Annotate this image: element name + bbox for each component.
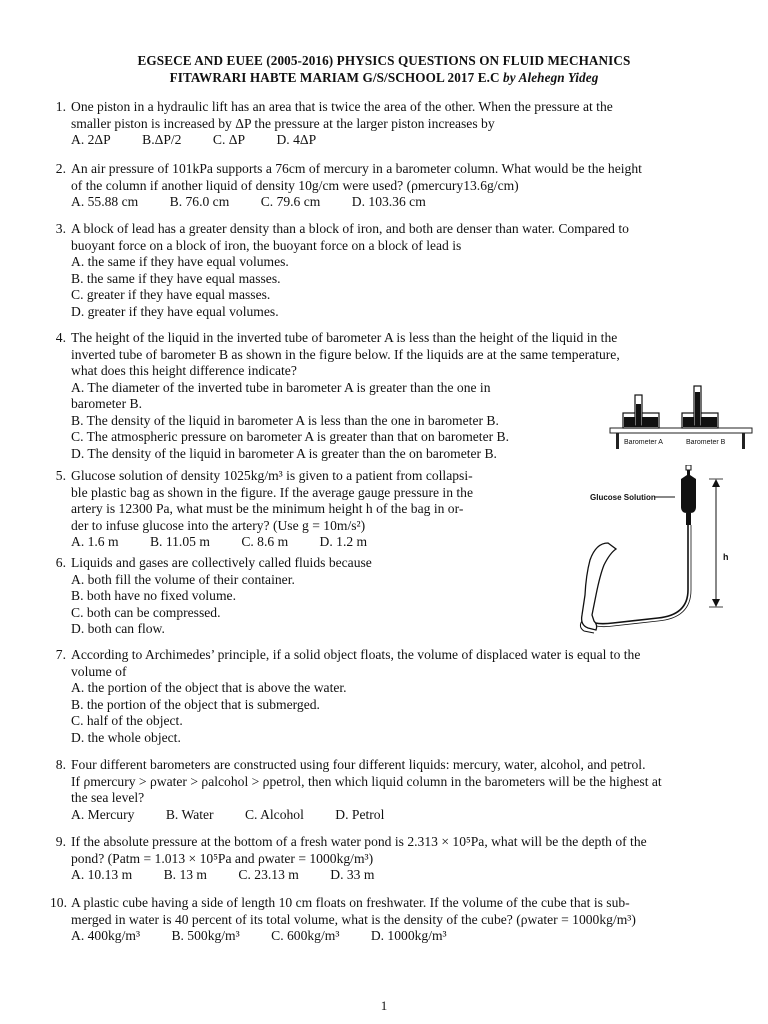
table-top — [610, 428, 752, 433]
question-number: 10. — [50, 895, 67, 910]
choice-d: D. Petrol — [335, 806, 385, 822]
choice-a: A. 10.13 m — [71, 867, 133, 882]
option-d: D. greater if they have equal volumes. — [71, 303, 279, 319]
choice-c: C. 600kg/m³ — [271, 928, 340, 943]
question-stem-line: Glucose solution of density 1025kg/m³ is given to a patient from collapsi- — [71, 468, 473, 483]
patient-arm — [582, 543, 616, 630]
option-b: B. the portion of the object that is submerged. — [71, 696, 320, 712]
choice-b: B. 13 m — [163, 867, 208, 882]
question-stem-line: An air pressure of 101kPa supports a 76cm of mercury in a barometer column. What would be the height — [71, 161, 642, 176]
question-number: 1. — [55, 99, 66, 114]
page-number: 1 — [380, 998, 388, 1013]
barometer-a-label: Barometer A — [624, 439, 663, 446]
choice-a: A. 2ΔP — [71, 132, 111, 147]
choice-a: A. Mercury — [71, 806, 135, 822]
barometer-b — [682, 386, 718, 428]
option-c: C. half of the object. — [71, 713, 183, 728]
question-stem-line: A plastic cube having a side of length 10 cm floats on freshwater. If the volume of the cube that is sub- — [71, 895, 630, 910]
question-9 — [50, 834, 734, 884]
question-number: 5. — [55, 468, 66, 483]
choice-a: A. 55.88 cm — [71, 194, 139, 209]
option-c: C. greater if they have equal masses. — [71, 287, 271, 302]
choice-d: D. 4ΔP — [276, 132, 317, 147]
question-stem-line: the sea level? — [71, 790, 145, 805]
option-b: B. both have no fixed volume. — [71, 588, 236, 603]
option-a: A. the portion of the object that is above the water. — [71, 680, 347, 695]
question-number: 9. — [55, 834, 66, 849]
question-stem-line: Four different barometers are constructed using four different liquids: mercury, water, alcohol, and petrol. — [71, 757, 646, 772]
answer-choices — [71, 928, 734, 945]
choice-d: D. 1.2 m — [319, 534, 368, 549]
glucose-solution-label: Glucose Solution — [590, 493, 656, 502]
question-number: 4. — [55, 330, 66, 345]
option-c: C. The atmospheric pressure on barometer A is greater than that on barometer B. — [71, 429, 510, 444]
question-stem-line: If the absolute pressure at the bottom of a fresh water pond is 2.313 × 10⁵Pa, what will be the depth of the — [71, 834, 647, 849]
header-author: by Alehegn Yideg — [503, 70, 599, 85]
question-number: 7. — [55, 647, 66, 662]
choice-d: D. 1000kg/m³ — [370, 928, 447, 943]
question-stem-line: of the column if another liquid of density 10g/cm were used? (ρmercury13.6g/cm) — [71, 177, 519, 193]
answer-choices — [71, 867, 734, 884]
choice-d: D. 33 m — [330, 867, 375, 882]
question-stem-line: If ρmercury > ρwater > ρalcohol > ρpetrol, then which liquid column in the barometers will be the highest at — [71, 773, 662, 789]
height-arrow-top — [712, 479, 720, 487]
question-stem-line: buoyant force on a block of iron, the buoyant force on a block of lead is — [71, 237, 462, 253]
choice-b: B.ΔP/2 — [142, 132, 182, 147]
question-stem-line: According to Archimedes’ principle, if a solid object floats, the volume of displaced water is equal to the — [71, 647, 641, 662]
question-number: 2. — [55, 161, 66, 176]
iv-bag — [681, 468, 696, 513]
question-3 — [50, 221, 734, 320]
question-2 — [50, 161, 734, 211]
glucose-iv-figure — [568, 465, 748, 640]
question-number: 8. — [55, 757, 66, 772]
drip-chamber — [686, 513, 691, 525]
option-d: D. both can flow. — [71, 621, 165, 636]
choice-d: D. 103.36 cm — [351, 194, 426, 209]
iv-tube — [590, 525, 688, 624]
choice-a: A. 1.6 m — [71, 534, 119, 549]
option-b: B. the same if they have equal masses. — [71, 270, 281, 286]
question-stem-line: Liquids and gases are collectively called fluids because — [71, 555, 372, 570]
option-a-cont: barometer B. — [71, 396, 142, 411]
question-stem-line: artery is 12300 Pa, what must be the minimum height h of the bag in or- — [71, 501, 464, 516]
choice-b: B. 11.05 m — [149, 534, 210, 549]
answer-choices — [71, 807, 734, 824]
bag-hanger — [686, 465, 691, 470]
question-stem-line: A block of lead has a greater density than a block of iron, and both are denser than water. Compared to — [71, 221, 629, 236]
option-b: B. The density of the liquid in barometer A is less than the one in barometer B. — [71, 412, 499, 428]
barometer-figure — [606, 380, 756, 452]
question-stem-line: inverted tube of barometer B as shown in the figure below. If the liquids are at the same temperature, — [71, 346, 620, 362]
answer-choices — [71, 132, 734, 149]
height-label: h — [723, 552, 729, 562]
option-a: A. the same if they have equal volumes. — [71, 254, 289, 269]
question-stem-line: volume of — [71, 663, 127, 679]
header-title: EGSECE AND EUEE (2005-2016) PHYSICS QUESTIONS ON FLUID MECHANICS — [137, 53, 631, 68]
question-stem-line: der to infuse glucose into the artery? (Use g = 10m/s²) — [71, 517, 366, 533]
header-subtitle — [0, 69, 768, 86]
choice-c: C. 79.6 cm — [260, 194, 321, 209]
barometer-a — [623, 395, 659, 428]
question-number: 6. — [55, 555, 66, 570]
question-stem-line: pond? (Patm = 1.013 × 10⁵Pa and ρwater = 1000kg/m³) — [71, 850, 374, 866]
choice-a: A. 400kg/m³ — [71, 928, 141, 943]
option-d: D. the whole object. — [71, 729, 181, 745]
option-a: A. The diameter of the inverted tube in barometer A is greater than the one in — [71, 379, 491, 395]
option-c: C. both can be compressed. — [71, 604, 221, 620]
tube-liquid — [695, 392, 700, 426]
iv-tube-edge — [590, 525, 691, 627]
document-header — [0, 52, 768, 86]
question-number: 3. — [55, 221, 66, 236]
choice-c: C. ΔP — [212, 132, 246, 147]
table-leg — [616, 433, 619, 449]
choice-b: B. 500kg/m³ — [171, 928, 240, 943]
question-7 — [50, 647, 734, 746]
height-arrow-bottom — [712, 599, 720, 607]
question-10 — [50, 895, 734, 945]
question-stem-line: smaller piston is increased by ΔP the pressure at the larger piston increases by — [71, 115, 495, 131]
question-stem-line: what does this height difference indicate? — [71, 363, 297, 378]
choice-c: C. Alcohol — [244, 806, 304, 822]
choice-c: C. 8.6 m — [241, 534, 289, 549]
choice-c: C. 23.13 m — [238, 867, 299, 882]
choice-b: B. Water — [165, 806, 214, 822]
question-stem-line: merged in water is 40 percent of its total volume, what is the density of the cube? (ρwater = 1000kg/m³) — [71, 911, 636, 927]
option-d: D. The density of the liquid in barometer A is greater than the on barometer B. — [71, 445, 497, 461]
table-leg — [742, 433, 745, 449]
question-1 — [50, 99, 734, 149]
question-stem-line: One piston in a hydraulic lift has an area that is twice the area of the other. When the pressure at the — [71, 99, 613, 114]
barometer-b-label: Barometer B — [686, 439, 726, 446]
question-stem-line: The height of the liquid in the inverted tube of barometer A is less than the height of the liquid in the — [71, 330, 618, 345]
answer-choices — [71, 194, 734, 211]
question-stem-line: ble plastic bag as shown in the figure. If the average gauge pressure in the — [71, 484, 474, 500]
tube-liquid — [636, 404, 641, 426]
question-8 — [50, 757, 734, 823]
option-a: A. both fill the volume of their container. — [71, 571, 295, 587]
header-school: FITAWRARI HABTE MARIAM G/S/SCHOOL 2017 E.C — [169, 70, 500, 85]
choice-b: B. 76.0 cm — [169, 194, 230, 209]
